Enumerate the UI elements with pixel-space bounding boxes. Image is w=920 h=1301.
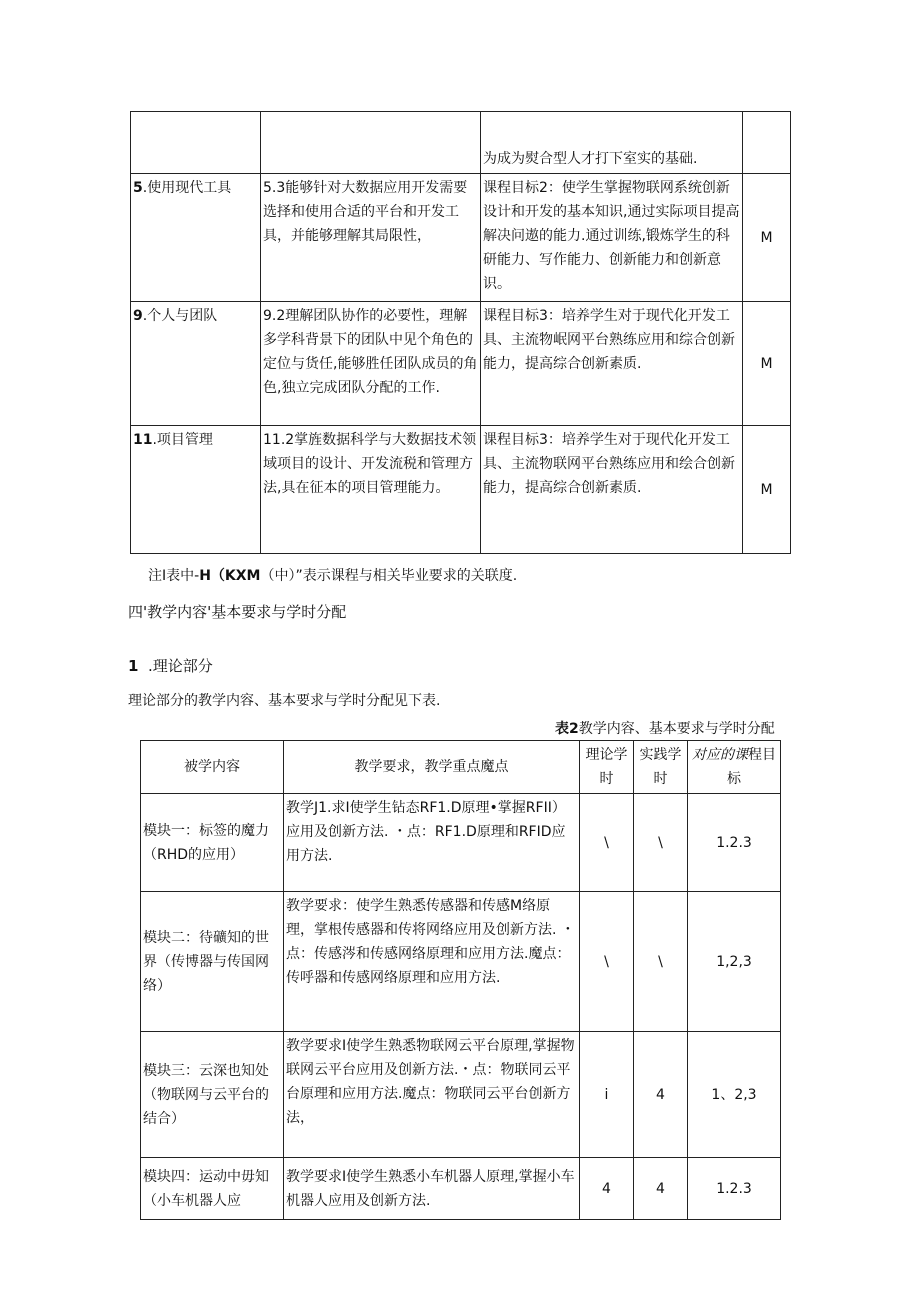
header-practice-hours: 实践学时: [634, 741, 688, 794]
module-cell: 模块一：标签的魔力（RHD的应用）: [141, 794, 284, 892]
goal-cell: 课程目标3：培养学生对于现代化开发工具、主流物联网平台熟练应用和绘合创新能力，提高综合创新素质.: [481, 426, 743, 554]
header-course-target: 对应的课程目标: [688, 741, 781, 794]
table-row: [141, 794, 781, 892]
level-cell: M: [743, 302, 791, 426]
theory-cell: i: [580, 1032, 634, 1158]
theory-cell: 4: [580, 1158, 634, 1220]
goal-cell: 课程目标3：培养学生对于现代化开发工具、主流物岷网平台熟练应用和综合创新能力，提高综合创新素质.: [481, 302, 743, 426]
requirement-cell: [131, 112, 261, 174]
header-theory-hours: 理论学时: [580, 741, 634, 794]
table-note: 注I表中-H（KXM（中）”表示课程与相关毕业要求的关联度.: [148, 568, 518, 584]
goal-cell: 为成为熨合型人才打下室实的基础.: [481, 112, 743, 174]
requirement-cell: 11.项目管理: [131, 426, 261, 554]
table-row: [131, 426, 791, 554]
requirement-cell: 教学要求I使学生熟悉小车机器人原理,掌握小车机器人应用及创新方法.: [284, 1158, 580, 1220]
target-cell: 1、2,3: [688, 1032, 781, 1158]
sub-requirement-cell: 11.2掌旌数据科学与大数据技术领域项目的设计、开发流税和管理方法,具在征本的项目管理能力。: [261, 426, 481, 554]
requirement-cell: 教学要求I使学生熟悉物联网云平台原理,掌握物联网云平台应用及创新方法.・点：物联同云平台原理和应用方法.魔点：物联同云平台创新方法，: [284, 1032, 580, 1158]
level-cell: M: [743, 174, 791, 302]
table-row: [131, 174, 791, 302]
sub-requirement-cell: 5.3能够针对大数据应用开发需要选择和使用合适的平台和开发工具，并能够理解其局限性，: [261, 174, 481, 302]
section-heading: 四'教学内容'基本要求与学时分配: [128, 603, 347, 621]
practice-cell: 4: [634, 1158, 688, 1220]
table-row: [141, 892, 781, 1032]
requirement-cell: 教学J1.求I使学生钻态RF1.D原理•掌握RFII）应用及创新方法. ・点：RF1.D原理和RFID应用方法.: [284, 794, 580, 892]
table-header-row: [141, 741, 781, 794]
graduation-requirements-table: [130, 111, 791, 554]
teaching-content-table: [140, 740, 781, 1220]
target-cell: 1.2.3: [688, 1158, 781, 1220]
requirement-cell: 9.个人与团队: [131, 302, 261, 426]
practice-cell: \: [634, 892, 688, 1032]
level-cell: [743, 112, 791, 174]
requirement-cell: 教学要求：使学生熟悉传感器和传感M络原理，掌根传感器和传将网络应用及创新方法. ・点：传感涔和传感网络原理和应用方法.魔点：传呼器和传感网络原理和应用方法.: [284, 892, 580, 1032]
table-row: [131, 302, 791, 426]
target-cell: 1.2.3: [688, 794, 781, 892]
practice-cell: \: [634, 794, 688, 892]
theory-cell: \: [580, 794, 634, 892]
module-cell: 模块四：运动中毋知（小车机器人应: [141, 1158, 284, 1220]
target-cell: 1,2,3: [688, 892, 781, 1032]
theory-cell: \: [580, 892, 634, 1032]
goal-cell: 课程目标2：使学生掌握物联网系统创新设计和开发的基本知识,通过实际项目提高解决问遨的能力.通过训练,锻炼学生的科研能力、写作能力、创新能力和创新意识。: [481, 174, 743, 302]
sub-heading: 1 .理论部分: [128, 657, 213, 675]
table-caption: 表2教学内容、基本要求与学时分配: [555, 721, 775, 737]
module-cell: 模块三：云深也知处（物联网与云平台的结合）: [141, 1032, 284, 1158]
sub-requirement-cell: [261, 112, 481, 174]
module-cell: 模块二：待礦知的世界（传博器与传国网络）: [141, 892, 284, 1032]
level-cell: M: [743, 426, 791, 554]
intro-paragraph: 理论部分的教学内容、基本要求与学时分配见下表.: [128, 693, 441, 709]
header-requirements: 教学要求，教学重点魔点: [284, 741, 580, 794]
header-content: 被学内容: [141, 741, 284, 794]
table-row: [141, 1032, 781, 1158]
requirement-cell: 5.使用现代工具: [131, 174, 261, 302]
table-row: [141, 1158, 781, 1220]
practice-cell: 4: [634, 1032, 688, 1158]
sub-requirement-cell: 9.2理解团队协作的必要性，理解多学科背景下的团队中见个角色的定位与货任,能够胜任团队成员的角色,独立完成团队分配的工作.: [261, 302, 481, 426]
table-row: [131, 112, 791, 174]
